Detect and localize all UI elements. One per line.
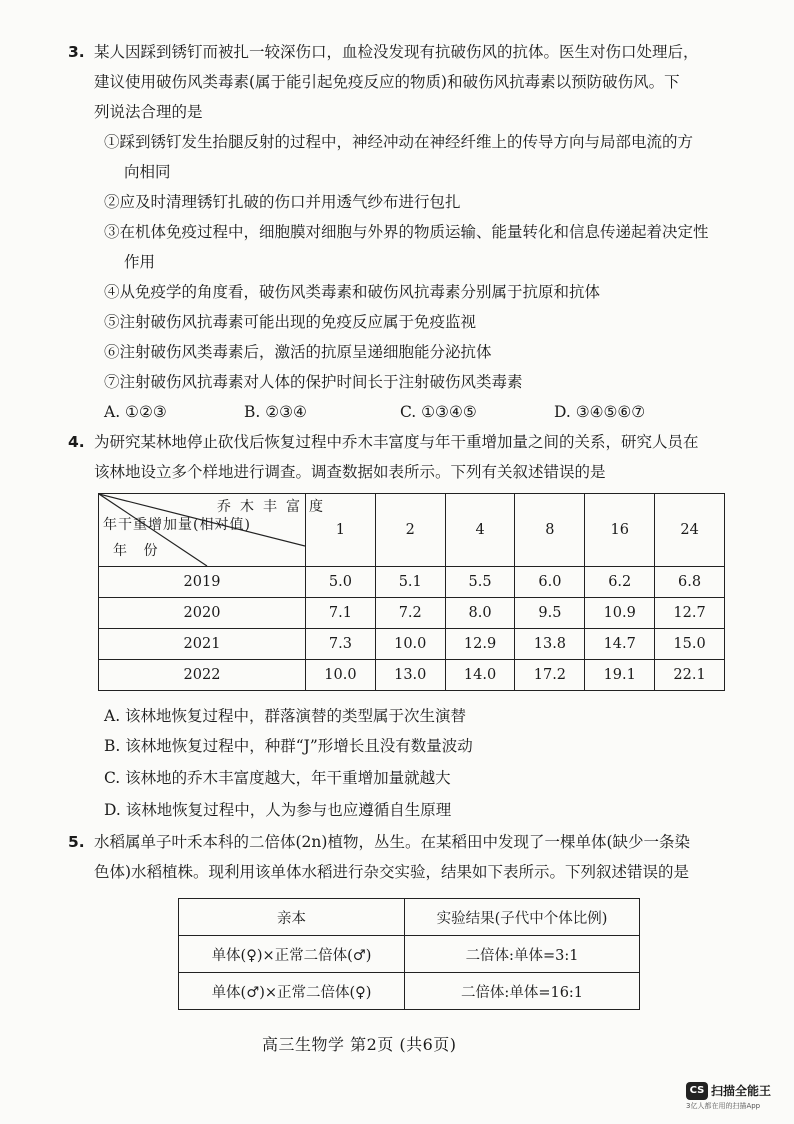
- table-cell: 13.0: [375, 660, 445, 691]
- table-cell: 6.8: [655, 567, 725, 598]
- q3-option-d[interactable]: D. ③④⑤⑥⑦: [554, 403, 646, 421]
- q3-stem-line: 某人因踩到锈钉而被扎一较深伤口，血检没发现有抗破伤风的抗体。医生对伤口处理后，: [94, 43, 699, 61]
- table-cell: 单体(♂)×正常二倍体(♀): [179, 973, 405, 1010]
- q3-stem-line: 建议使用破伤风类毒素(属于能引起免疫反应的物质)和破伤风抗毒素以预防破伤风。下: [94, 73, 680, 91]
- table-cell: 13.8: [515, 629, 585, 660]
- table-cell: 12.9: [445, 629, 515, 660]
- q3-statement: ⑥注射破伤风类毒素后，激活的抗原呈递细胞能分泌抗体: [104, 343, 492, 361]
- table-cell-year: 2021: [99, 629, 306, 660]
- table-cell: 10.0: [306, 660, 376, 691]
- q3-option-b[interactable]: B. ②③④: [244, 403, 307, 421]
- q5-number: 5.: [68, 833, 85, 851]
- table-row: [179, 973, 640, 1010]
- table-header-row: [179, 899, 640, 936]
- q5-stem-line: 水稻属单子叶禾本科的二倍体(2n)植物，丛生。在某稻田中发现了一棵单体(缺少一条染: [94, 833, 690, 851]
- q4-option-b[interactable]: B. 该林地恢复过程中，种群“J”形增长且没有数量波动: [104, 737, 473, 755]
- q3-statement: ①踩到锈钉发生抬腿反射的过程中，神经冲动在神经纤维上的传导方向与局部电流的方: [104, 133, 694, 151]
- table-header-cell: 8: [515, 494, 585, 567]
- q3-statement: ④从免疫学的角度看，破伤风类毒素和破伤风抗毒素分别属于抗原和抗体: [104, 283, 601, 301]
- table-cell: 10.9: [585, 598, 655, 629]
- table-cell: 22.1: [655, 660, 725, 691]
- table-header-cell: 实验结果(子代中个体比例): [405, 899, 640, 936]
- q3-option-a[interactable]: A. ①②③: [104, 403, 167, 421]
- table-cell: 7.2: [375, 598, 445, 629]
- q3-statement: ②应及时清理锈钉扎破的伤口并用透气纱布进行包扎: [104, 193, 461, 211]
- corner-label-richness: 乔木丰富度: [217, 499, 332, 515]
- q3-statement: 向相同: [124, 163, 171, 181]
- table-header-cell: 2: [375, 494, 445, 567]
- q3-stem-line: 列说法合理的是: [94, 103, 203, 121]
- page-footer: 高三生物学 第2页 (共6页): [262, 1035, 457, 1054]
- table-row: [99, 660, 725, 691]
- q3-statement: ③在机体免疫过程中，细胞膜对细胞与外界的物质运输、能量转化和信息传递起着决定性: [104, 223, 709, 241]
- q3-statement: ⑤注射破伤风抗毒素可能出现的免疫反应属于免疫监视: [104, 313, 477, 331]
- table-cell: 10.0: [375, 629, 445, 660]
- corner-label-growth: 年干重增加量(相对值): [103, 517, 251, 533]
- table-header-cell: 4: [445, 494, 515, 567]
- table-cell-year: 2020: [99, 598, 306, 629]
- table-cell: 6.0: [515, 567, 585, 598]
- table-header-cell: 16: [585, 494, 655, 567]
- corner-label-year: 年 份: [113, 543, 164, 559]
- table-cell: 12.7: [655, 598, 725, 629]
- q4-stem-line: 该林地设立多个样地进行调查。调查数据如表所示。下列有关叙述错误的是: [94, 463, 606, 481]
- q4-data-table: [98, 493, 725, 691]
- table-cell: 5.0: [306, 567, 376, 598]
- table-header-cell: 24: [655, 494, 725, 567]
- table-row: [99, 598, 725, 629]
- table-cell: 14.7: [585, 629, 655, 660]
- q4-number: 4.: [68, 433, 85, 451]
- q5-stem-line: 色体)水稻植株。现利用该单体水稻进行杂交实验，结果如下表所示。下列叙述错误的是: [94, 863, 690, 881]
- camscanner-logo-icon: CS: [686, 1082, 708, 1100]
- q4-table-corner: [99, 494, 332, 567]
- table-cell: 17.2: [515, 660, 585, 691]
- table-cell: 二倍体:单体=3:1: [405, 936, 640, 973]
- q4-option-c[interactable]: C. 该林地的乔木丰富度越大，年干重增加量就越大: [104, 769, 451, 787]
- watermark-subtitle: 3亿人都在用的扫描App: [686, 1101, 761, 1110]
- table-cell: 单体(♀)×正常二倍体(♂): [179, 936, 405, 973]
- q3-options: [104, 402, 704, 422]
- table-row: [179, 936, 640, 973]
- table-row: [99, 567, 725, 598]
- table-cell-year: 2022: [99, 660, 306, 691]
- table-cell: 5.5: [445, 567, 515, 598]
- q4-stem-line: 为研究某林地停止砍伐后恢复过程中乔木丰富度与年干重增加量之间的关系，研究人员在: [94, 433, 699, 451]
- table-cell: 15.0: [655, 629, 725, 660]
- q4-option-d[interactable]: D. 该林地恢复过程中，人为参与也应遵循自生原理: [104, 801, 452, 819]
- table-cell: 8.0: [445, 598, 515, 629]
- watermark-title: 扫描全能王: [711, 1084, 772, 1098]
- q3-statement: 作用: [124, 253, 156, 271]
- q3-statement: ⑦注射破伤风抗毒素对人体的保护时间长于注射破伤风类毒素: [104, 373, 523, 391]
- table-cell-year: 2019: [99, 567, 306, 598]
- q4-option-a[interactable]: A. 该林地恢复过程中，群落演替的类型属于次生演替: [104, 707, 467, 725]
- q3-option-c[interactable]: C. ①③④⑤: [400, 403, 477, 421]
- table-cell: 19.1: [585, 660, 655, 691]
- q3-number: 3.: [68, 43, 85, 61]
- scanner-watermark: [686, 1080, 771, 1111]
- table-cell: 6.2: [585, 567, 655, 598]
- table-cell: 二倍体:单体=16:1: [405, 973, 640, 1010]
- table-header-cell: 1: [306, 494, 376, 567]
- q5-results-table: [178, 898, 640, 1010]
- table-cell: 5.1: [375, 567, 445, 598]
- table-row: [99, 629, 725, 660]
- table-cell: 7.1: [306, 598, 376, 629]
- table-header-cell: 亲本: [179, 899, 405, 936]
- table-cell: 7.3: [306, 629, 376, 660]
- table-cell: 9.5: [515, 598, 585, 629]
- table-cell: 14.0: [445, 660, 515, 691]
